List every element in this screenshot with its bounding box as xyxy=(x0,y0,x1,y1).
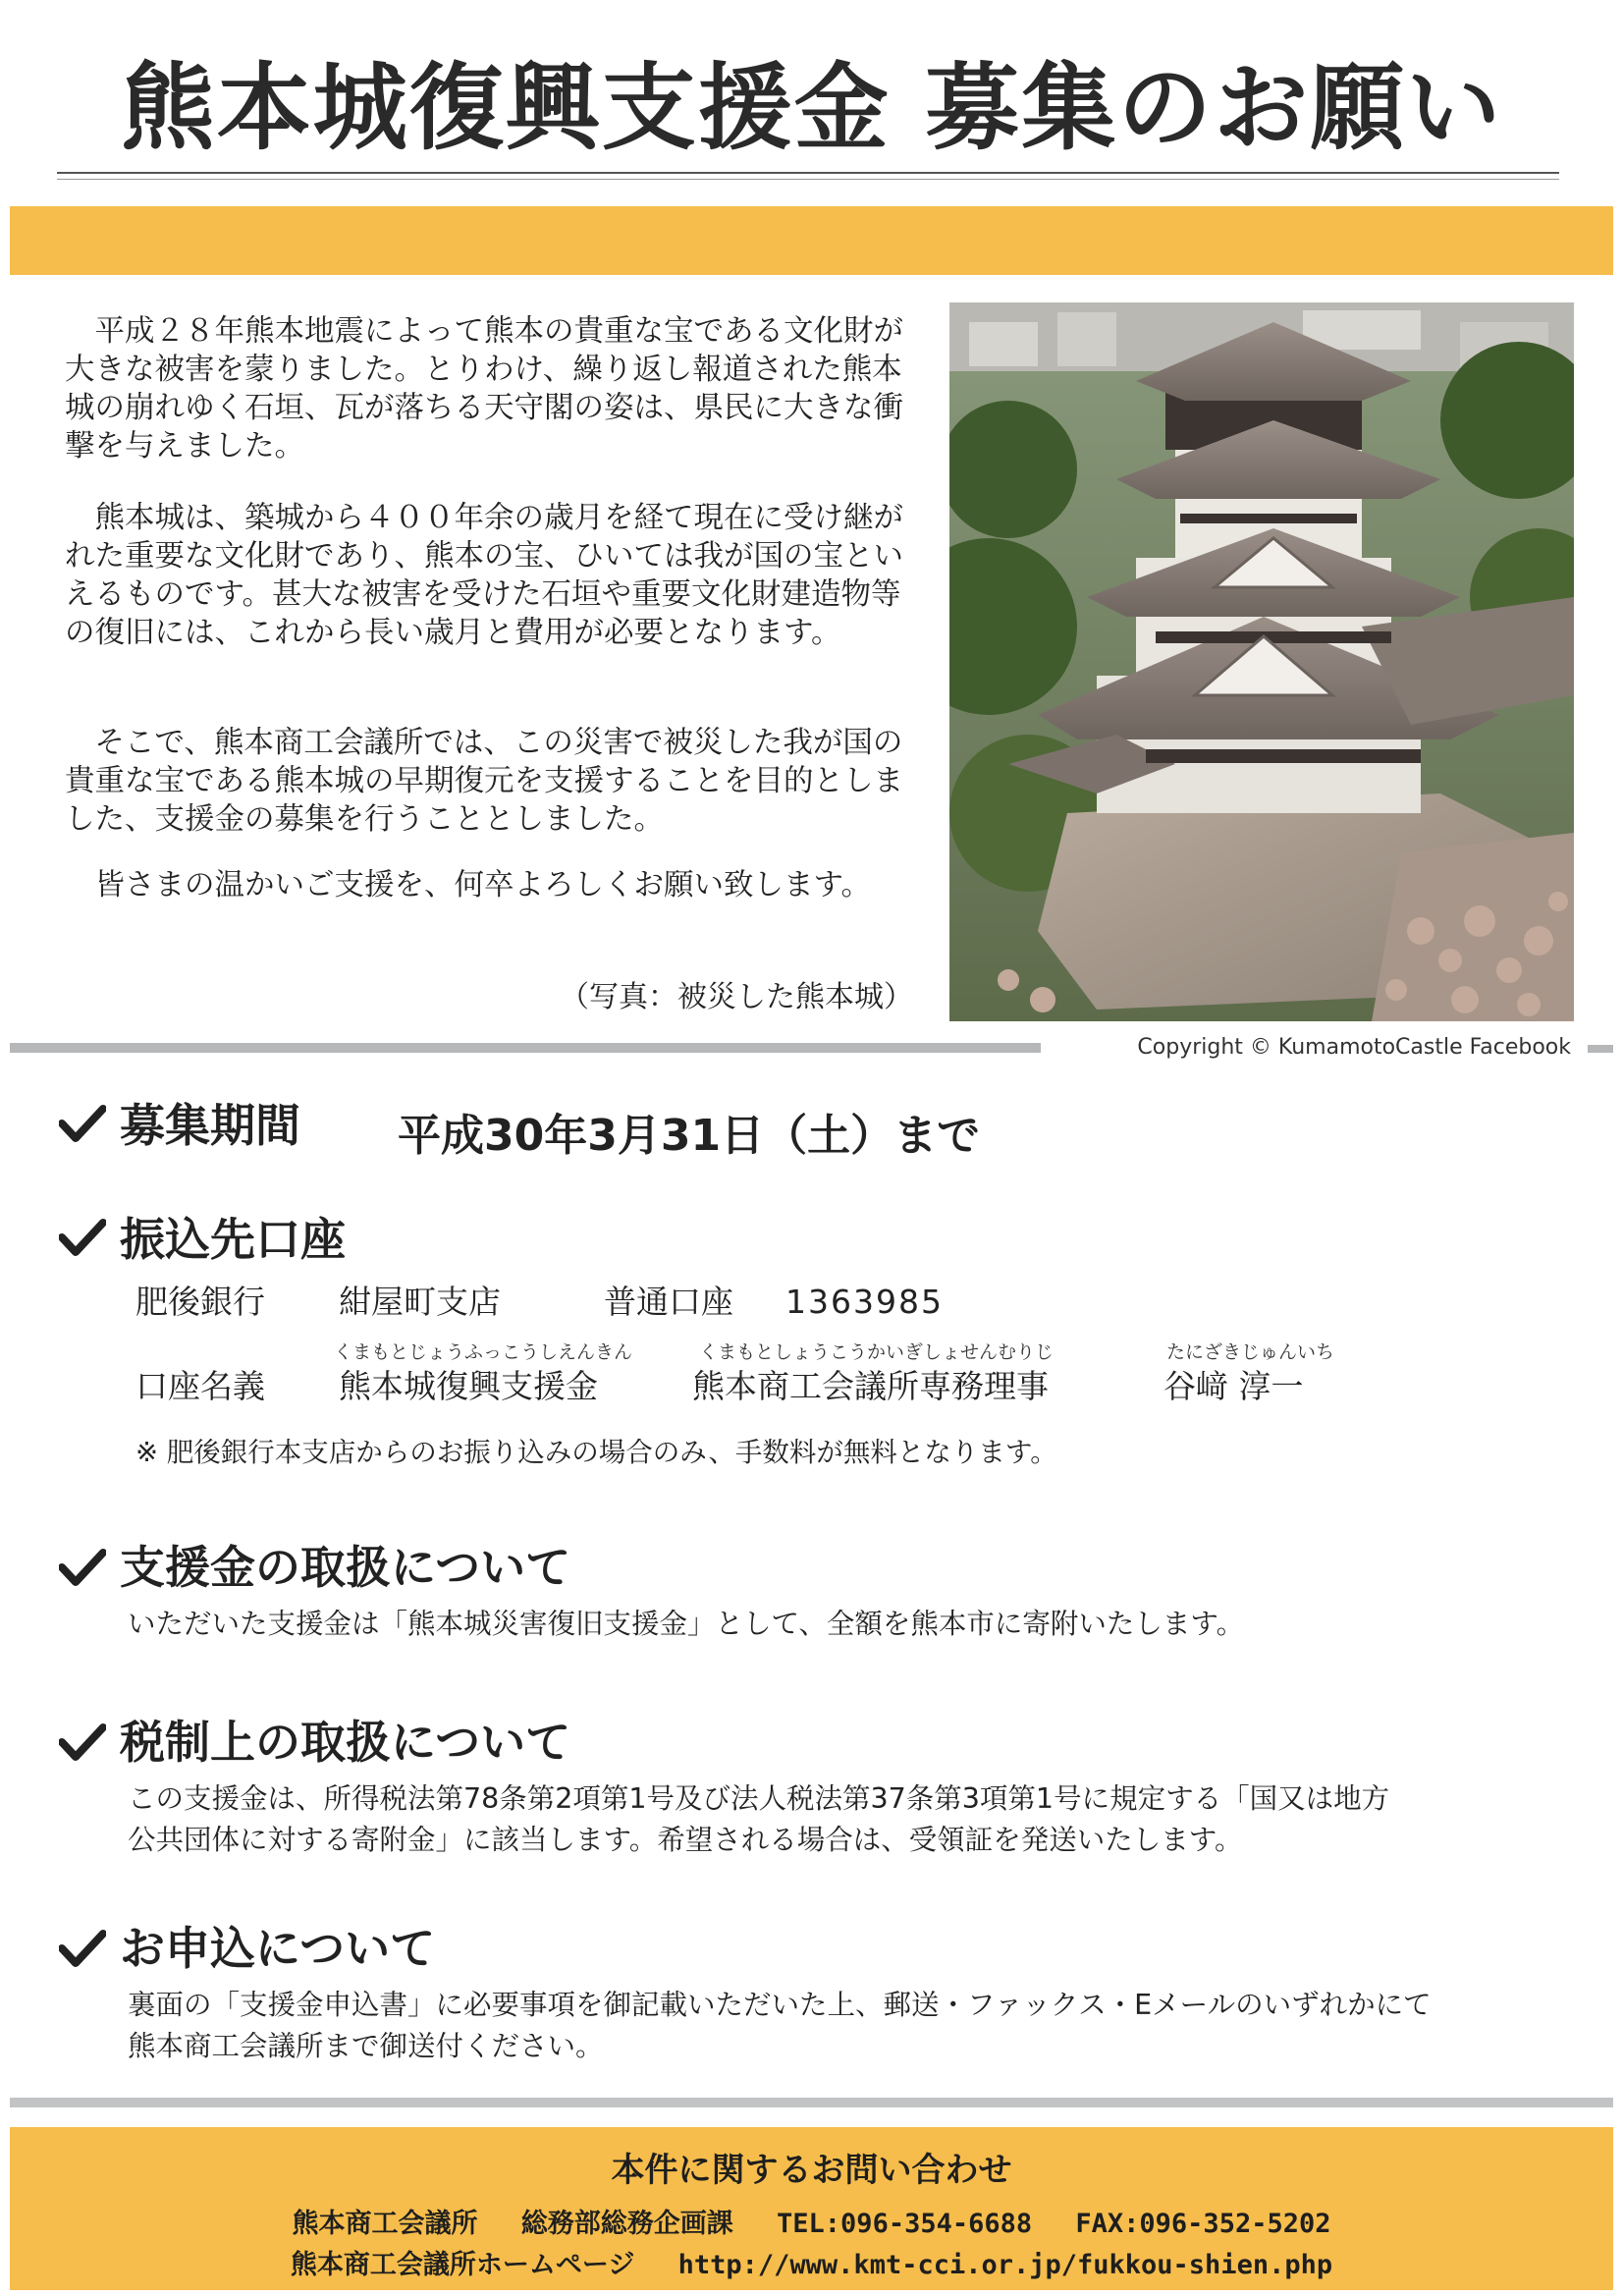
period-heading: 募集期間 xyxy=(120,1099,300,1152)
contact-tel[interactable]: TEL:096-354-6688 xyxy=(777,2209,1033,2239)
account-number: 1363985 xyxy=(785,1283,944,1321)
title-rule-thin xyxy=(57,179,1559,180)
holder-ruby-3: たにざきじゅんいち xyxy=(1166,1341,1335,1363)
bank-branch: 紺屋町支店 xyxy=(339,1283,501,1321)
page-title: 熊本城復興支援金 募集のお願い xyxy=(120,52,1503,163)
bank-name: 肥後銀行 xyxy=(135,1283,265,1321)
holder-name-3: 谷﨑 淳一 xyxy=(1163,1367,1304,1405)
tax-text-line2: 公共団体に対する寄附金」に該当します。希望される場合は、受領証を発送いたします。 xyxy=(128,1824,1243,1856)
tax-text-line1: この支援金は、所得税法第78条第2項第1号及び法人税法第37条第3項第1号に規定する「国又は地方 xyxy=(128,1782,1390,1815)
holder-ruby-2: くまもとしょうこうかいぎしょせんむりじ xyxy=(699,1341,1055,1363)
homepage-line xyxy=(10,2243,1613,2281)
contact-line xyxy=(10,2202,1613,2240)
check-icon xyxy=(59,1218,106,1257)
account-type: 普通口座 xyxy=(604,1283,733,1321)
contact-dept: 総務部総務企画課 xyxy=(520,2209,733,2239)
homepage-link[interactable]: http://www.kmt-cci.or.jp/fukkou-shien.php xyxy=(677,2250,1333,2280)
intro-paragraph-1: 平成２８年熊本地震によって熊本の貴重な宝である文化財が大きな被害を蒙りました。とりわけ、繰り返し報道された熊本城の崩れゆく石垣、瓦が落ちる天守閣の姿は、県民に大きな衝撃を与えました。 xyxy=(65,314,903,464)
photo-copyright: Copyright © KumamotoCastle Facebook xyxy=(1137,1035,1571,1060)
check-icon xyxy=(59,1929,106,1968)
castle-photo xyxy=(949,302,1574,1021)
contact-fax: FAX:096-352-5202 xyxy=(1075,2209,1331,2239)
top-color-band xyxy=(10,206,1613,275)
apply-text-line2: 熊本商工会議所まで御送付ください。 xyxy=(128,2030,604,2062)
period-value: 平成30年3月31日（土）まで xyxy=(398,1111,981,1161)
section-divider xyxy=(10,1043,1041,1053)
section-divider-tail xyxy=(1588,1045,1613,1053)
handling-heading: 支援金の取扱について xyxy=(120,1541,571,1594)
holder-ruby-1: くまもとじょうふっこうしえんきん xyxy=(334,1341,633,1363)
holder-name-2: 熊本商工会議所専務理事 xyxy=(692,1367,1049,1405)
intro-paragraph-4: 皆さまの温かいご支援を、何卒よろしくお願い致します。 xyxy=(94,868,872,902)
fee-note: ※ 肥後銀行本支店からのお振り込みの場合のみ、手数料が無料となります。 xyxy=(135,1437,1057,1468)
tax-heading: 税制上の取扱について xyxy=(120,1716,571,1769)
holder-label: 口座名義 xyxy=(135,1367,265,1405)
title-rule xyxy=(57,172,1559,174)
intro-paragraph-3: そこで、熊本商工会議所では、この災害で被災した我が国の貴重な宝である熊本城の早期復元を支援することを目的としました、支援金の募集を行うこととしました。 xyxy=(65,726,903,837)
holder-name-1: 熊本城復興支援金 xyxy=(339,1367,598,1405)
homepage-label: 熊本商工会議所ホームページ xyxy=(290,2250,635,2280)
check-icon xyxy=(59,1548,106,1587)
check-icon xyxy=(59,1104,106,1143)
contact-org: 熊本商工会議所 xyxy=(292,2209,478,2239)
handling-text: いただいた支援金は「熊本城災害復旧支援金」として、全額を熊本市に寄附いたします。 xyxy=(128,1608,1245,1640)
intro-paragraph-2: 熊本城は、築城から４００年余の歳月を経て現在に受け継がれた重要な文化財であり、熊本の宝、ひいては我が国の宝といえるものです。甚大な被害を受けた石垣や重要文化財建造物等の復旧には、これから長い歳月と費用が必要となります。 xyxy=(65,501,903,650)
photo-caption: （写真：被災した熊本城） xyxy=(560,980,913,1014)
footer-divider xyxy=(10,2098,1613,2107)
apply-text-line1: 裏面の「支援金申込書」に必要事項を御記載いただいた上、郵送・ファックス・Eメールのいずれかにて xyxy=(128,1989,1432,2021)
account-heading: 振込先口座 xyxy=(120,1213,346,1266)
check-icon xyxy=(59,1722,106,1762)
contact-heading: 本件に関するお問い合わせ xyxy=(611,2151,1012,2190)
apply-heading: お申込について xyxy=(120,1922,436,1975)
